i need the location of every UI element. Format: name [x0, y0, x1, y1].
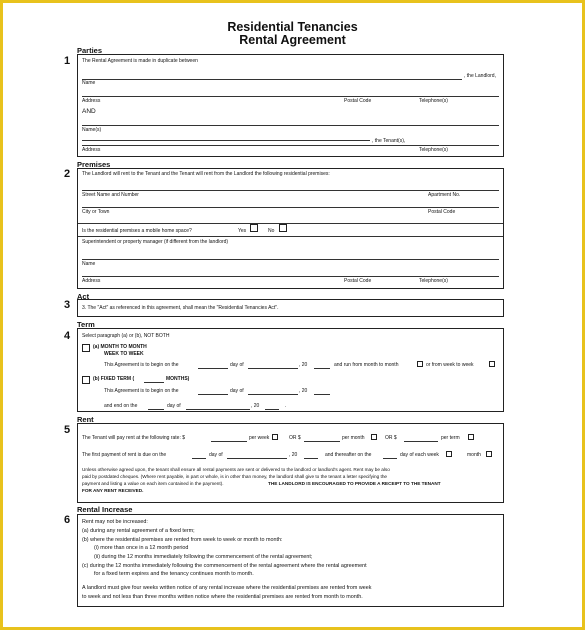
first-day-of: day of [209, 452, 223, 458]
landlord-telephone-label: Telephone(s) [419, 98, 448, 104]
day-of-each-week: day of each week [400, 452, 439, 458]
month-label: month [467, 452, 481, 458]
term-rate-field[interactable] [404, 441, 438, 442]
term-a-checkbox[interactable] [82, 344, 90, 352]
parties-heading: Parties [77, 46, 103, 55]
end-day-of: day of [167, 403, 181, 409]
increase-number: 6 [64, 514, 71, 526]
divider [78, 236, 503, 237]
increase-heading: Rental Increase [77, 505, 133, 514]
rent-paragraph-line2: paid by postdated cheques. (Where rent payable, in part or whole, is in other than money, the landlord shall give to the tenant a letter specifying the [82, 474, 388, 479]
week-to-week-checkbox[interactable] [489, 361, 495, 367]
each-week-checkbox[interactable] [446, 451, 452, 457]
first-comma20: , 20 [289, 452, 298, 458]
first-payment-text: The first payment of rent is due on the [82, 452, 167, 458]
landlord-label: , the Landlord, [464, 73, 496, 79]
rent-section [77, 423, 504, 503]
street-field[interactable] [82, 190, 499, 191]
b-day-field[interactable] [198, 394, 228, 395]
mobile-home-question: Is the residential premises a mobile home space? [82, 228, 192, 234]
document-title: Residential Tenancies [227, 20, 358, 34]
end-month-field[interactable] [186, 409, 250, 410]
a-day-of: day of [230, 362, 244, 368]
term-a-label2: WEEK TO WEEK [104, 351, 144, 357]
per-week-checkbox[interactable] [272, 434, 278, 440]
month-to-month-checkbox[interactable] [417, 361, 423, 367]
super-address-field[interactable] [82, 276, 499, 277]
b-day-of: day of [230, 388, 244, 394]
each-month-checkbox[interactable] [486, 451, 492, 457]
landlord-name-label: Name [82, 80, 96, 86]
apartment-label: Apartment No. [428, 192, 461, 198]
super-name-field[interactable] [82, 259, 499, 260]
per-month-checkbox[interactable] [371, 434, 377, 440]
per-term-label: per term [441, 435, 460, 441]
a-comma20: , 20 [299, 362, 308, 368]
weekly-rate-field[interactable] [211, 441, 247, 442]
increase-section [77, 514, 504, 607]
premises-heading: Premises [77, 160, 111, 169]
a-day-field[interactable] [198, 368, 228, 369]
increase-line: for a fixed term expires and the tenancy continues month to month. [94, 571, 254, 577]
rent-paragraph-line3: payment and listing a value on each item contained in the payment). [82, 481, 224, 486]
rent-heading: Rent [77, 415, 94, 424]
no-checkbox[interactable] [279, 224, 287, 232]
per-week-label: per week [249, 435, 270, 441]
super-address-label: Address [82, 278, 101, 284]
b-month-field[interactable] [248, 394, 298, 395]
a-year-field[interactable] [314, 368, 330, 369]
super-name-label: Name [82, 261, 96, 267]
or2-label: OR $ [385, 435, 397, 441]
term-a-begin: This Agreement is to begin on the [104, 362, 179, 368]
act-heading: Act [77, 292, 90, 301]
increase-line: (b) where the residential premises are rented from week to week or month to month: [82, 537, 283, 543]
b-year-field[interactable] [314, 394, 330, 395]
first-year-field[interactable] [304, 458, 318, 459]
landlord-postal-label: Postal Code [344, 98, 372, 104]
divider [78, 223, 503, 224]
thereafter-text: and thereafter on the [325, 452, 372, 458]
per-month-label: per month [342, 435, 365, 441]
super-telephone-label: Telephone(s) [419, 278, 448, 284]
street-label: Street Name and Number [82, 192, 139, 198]
tenant-name1-field[interactable] [82, 125, 499, 126]
premises-intro: The Landlord will rent to the Tenant and the Tenant will rent from the Landlord the following residential premises: [82, 171, 330, 177]
act-section [77, 299, 504, 317]
premises-postal-label: Postal Code [428, 209, 456, 215]
end-comma20: , 20 [251, 403, 260, 409]
landlord-name-field[interactable] [82, 79, 462, 80]
tenant-address-field[interactable] [82, 145, 499, 146]
city-field[interactable] [82, 207, 499, 208]
tenant-address-label: Address [82, 147, 101, 153]
yes-checkbox[interactable] [250, 224, 258, 232]
tenant-name2-field[interactable] [82, 140, 370, 141]
increase-line: A landlord must give four weeks written notice of any rental increase where the residential premises are rented from week [82, 585, 372, 591]
monthly-rate-field[interactable] [304, 441, 340, 442]
increase-line: (i) more than once in a 12 month period [94, 545, 189, 551]
term-b-checkbox[interactable] [82, 376, 90, 384]
increase-line: (ii) during the 12 months immediately following the commencement of the rental agreement; [94, 554, 313, 560]
and-text: AND [82, 108, 96, 115]
term-select-instruction: Select paragraph (a) or (b), NOT BOTH [82, 333, 170, 339]
thereafter-day-field[interactable] [383, 458, 397, 459]
premises-section [77, 168, 504, 289]
super-postal-label: Postal Code [344, 278, 372, 284]
b-comma20: , 20 [299, 388, 308, 394]
per-term-checkbox[interactable] [468, 434, 474, 440]
rent-rate-text: The Tenant will pay rent at the following rate: $ [82, 435, 186, 441]
term-a-label: (a) MONTH TO MONTH [93, 344, 147, 350]
tenant-names-label: Name(s) [82, 127, 102, 133]
end-day-field[interactable] [148, 409, 164, 410]
parties-number: 1 [64, 55, 71, 67]
tenants-label: , the Tenant(s), [372, 138, 406, 144]
a-run-from: and run from month to month [334, 362, 399, 368]
increase-line: Rent may not be increased: [82, 519, 148, 525]
act-text: 3. The "Act" as referenced in this agreement, shall mean the "Residential Tenancies Act". [82, 305, 279, 311]
increase-line: to week and not less than three months written notice where the residential premises are rented from month to month. [82, 594, 363, 600]
term-b-label: (b) FIXED TERM ( [93, 376, 135, 382]
rent-number: 5 [64, 424, 71, 436]
landlord-address-label: Address [82, 98, 101, 104]
receipt-notice-line2: FOR ANY RENT RECEIVED. [82, 488, 144, 493]
superintendent-label: Superintendent or property manager (if different from the landlord) [82, 239, 229, 245]
increase-line: (c) during the 12 months immediately following the commencement of the rental agreement where the rental agreement [82, 563, 367, 569]
receipt-notice: THE LANDLORD IS ENCOURAGED TO PROVIDE A RECEIPT TO THE TENANT [268, 481, 441, 486]
tenant-telephone-label: Telephone(s) [419, 147, 448, 153]
a-month-field[interactable] [248, 368, 298, 369]
increase-line: (a) during any rental agreement of a fixed term; [82, 528, 195, 534]
landlord-address-field[interactable] [82, 96, 499, 97]
parties-intro: The Rental Agreement is made in duplicate between [82, 58, 198, 64]
first-day-field[interactable] [192, 458, 206, 459]
end-period: . [285, 403, 287, 409]
term-b-begin: This Agreement is to begin on the [104, 388, 179, 394]
term-heading: Term [77, 320, 95, 329]
a-or-week: or from week to week [426, 362, 474, 368]
rent-paragraph-line1: Unless otherwise agreed upon, the tenant shall ensure all rental payments are sent or delivered to the landlord or landlord's agent. Rent may be also [82, 467, 390, 472]
premises-number: 2 [64, 168, 71, 180]
term-b-months: MONTHS) [166, 376, 190, 382]
or1-label: OR $ [289, 435, 301, 441]
term-b-end-on: and end on the [104, 403, 138, 409]
parties-section [77, 54, 504, 157]
b-months-field[interactable] [144, 382, 164, 383]
end-year-field[interactable] [265, 409, 279, 410]
city-label: City or Town [82, 209, 110, 215]
term-number: 4 [64, 330, 71, 342]
act-number: 3 [64, 299, 71, 311]
term-section [77, 328, 504, 412]
yes-label: Yes [238, 228, 247, 234]
no-label: No [268, 228, 275, 234]
document-subtitle: Rental Agreement [239, 33, 346, 47]
first-month-field[interactable] [227, 458, 287, 459]
